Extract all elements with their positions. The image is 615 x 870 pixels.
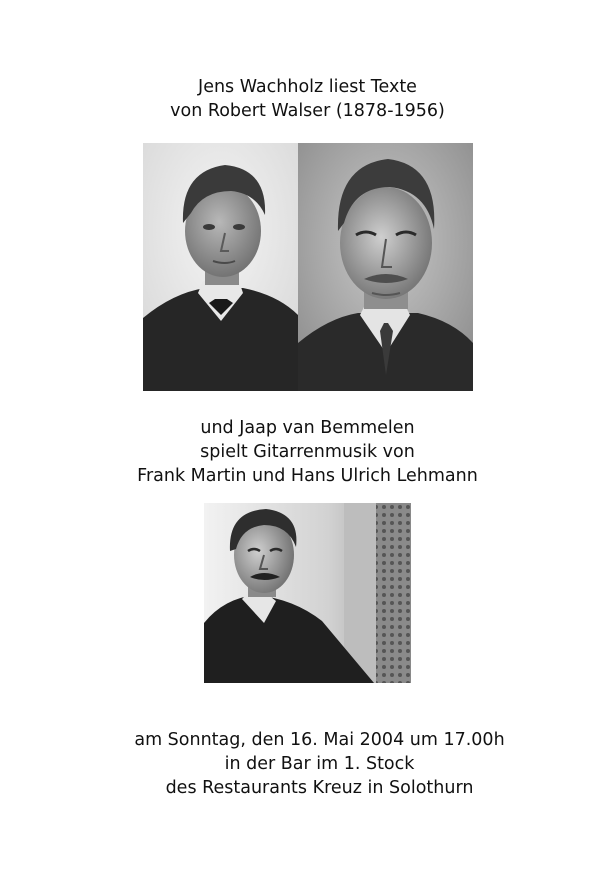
heading (0, 75, 615, 123)
performance-text (0, 416, 615, 488)
event-line-2: in der Bar im 1. Stock (224, 754, 415, 774)
portrait-old-walser-photo (298, 143, 473, 391)
portrait-young-walser-photo (143, 143, 298, 391)
performance-line-1: und Jaap van Bemmelen (200, 418, 415, 438)
portrait-composer-photo (204, 503, 411, 683)
performance-line-3: Frank Martin und Hans Ulrich Lehmann (137, 466, 478, 486)
heading-line-1: Jens Wachholz liest Texte (198, 77, 417, 97)
event-details (12, 728, 615, 800)
event-line-1: am Sonntag, den 16. Mai 2004 um 17.00h (134, 730, 505, 750)
event-line-3: des Restaurants Kreuz in Solothurn (165, 778, 474, 798)
performance-line-2: spielt Gitarrenmusik von (200, 442, 415, 462)
heading-line-2: von Robert Walser (1878-1956) (170, 101, 445, 121)
